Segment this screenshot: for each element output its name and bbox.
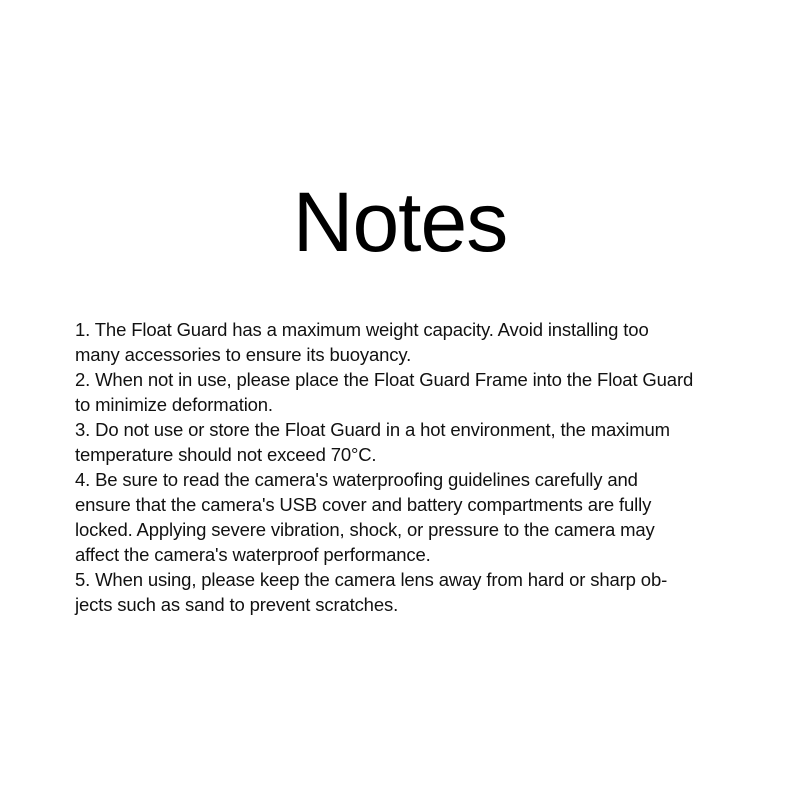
note-line: jects such as sand to prevent scratches. bbox=[75, 594, 399, 615]
note-line: 5. When using, please keep the camera lens away from hard or sharp ob- bbox=[75, 569, 668, 590]
notes-list bbox=[75, 317, 735, 617]
note-line: 3. Do not use or store the Float Guard in a hot environment, the maximum bbox=[75, 419, 670, 440]
note-line: affect the camera's waterproof performance. bbox=[75, 544, 431, 565]
note-line: ensure that the camera's USB cover and battery compartments are fully bbox=[75, 494, 652, 515]
note-line: locked. Applying severe vibration, shock, or pressure to the camera may bbox=[75, 519, 655, 540]
note-line: 4. Be sure to read the camera's waterproofing guidelines carefully and bbox=[75, 469, 638, 490]
note-line: 1. The Float Guard has a maximum weight capacity. Avoid installing too bbox=[75, 319, 649, 340]
page-title: Notes bbox=[292, 175, 508, 269]
note-line: to minimize deformation. bbox=[75, 394, 273, 415]
note-line: 2. When not in use, please place the Float Guard Frame into the Float Guard bbox=[75, 369, 694, 390]
note-line: temperature should not exceed 70°C. bbox=[75, 444, 377, 465]
note-line: many accessories to ensure its buoyancy. bbox=[75, 344, 412, 365]
